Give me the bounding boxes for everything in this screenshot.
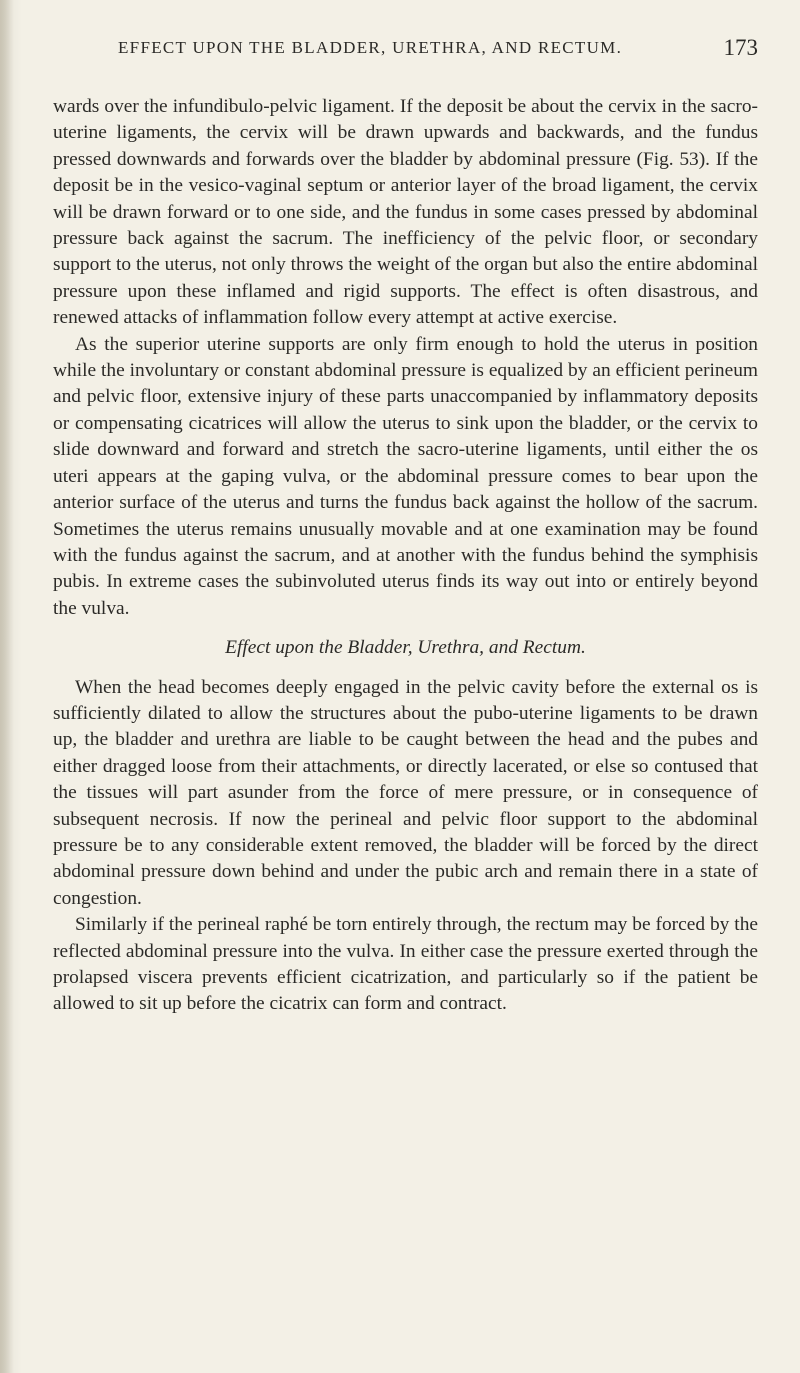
section-heading: Effect upon the Bladder, Urethra, and Rectum. xyxy=(225,637,586,659)
paragraph-continued: wards over the infundibulo-pelvic ligament. If the deposit be about the cervix in the sacro-uterine ligaments, the cervix will be drawn upwards and backwards, and the fundus pressed downwards and forwards over the bladder by abdominal pressure (Fig. 53). If the deposit be in the vesico-vaginal septum or anterior layer of the broad ligament, the cervix will be drawn forward or to one side, and the fundus in some cases pressed by abdominal pressure back against the sacrum. The inefficiency of the pelvic floor, or secondary support to the uterus, not only throws the weight of the organ but also the entire abdominal pressure upon these inflamed and rigid supports. The effect is often disastrous, and renewed attacks of inflammation follow every attempt at active exercise. xyxy=(53,96,758,329)
paragraph-perineal-raphe: Similarly if the perineal raphé be torn entirely through, the rectum may be forced by the reflected abdominal pressure into the vulva. In either case the pressure exerted through the prolapsed viscera prevents efficient cicatrization, and particularly so if the patient be allowed to sit up before the cicatrix can form and contract. xyxy=(53,914,758,1015)
running-title: EFFECT UPON THE BLADDER, URETHRA, AND RECTUM. xyxy=(118,38,623,57)
paragraph-head-engaged: When the head becomes deeply engaged in the pelvic cavity before the external os is sufficiently dilated to allow the structures about the pubo-uterine ligaments to be drawn up, the bladder and urethra are liable to be caught between the head and the pubes and either dragged loose from their attachments, or directly lacerated, or else so contused that the tissues will part asunder from the force of mere pressure, or in consequence of subsequent necrosis. If now the perineal and pelvic floor support to the abdominal pressure be to any considerable extent removed, the bladder will be forced by the direct abdominal pressure down behind and under the pubic arch and remain there in a state of congestion. xyxy=(53,676,758,909)
running-head xyxy=(118,35,758,68)
paragraph-superior-supports: As the superior uterine supports are only firm enough to hold the uterus in position while the involuntary or constant abdominal pressure is equalized by an efficient perineum and pelvic floor, extensive injury of these parts unaccompanied by inflammatory deposits or compensating cicatrices will allow the uterus to sink upon the bladder, or the cervix to slide downward and forward and stretch the sacro-uterine ligaments, until either the os uteri appears at the gaping vulva, or the abdominal pressure comes to bear upon the anterior surface of the uterus and turns the fundus back against the hollow of the sacrum. Sometimes the uterus remains unusually movable and at one examination may be found with the fundus against the sacrum, and at another with the fundus behind the symphisis pubis. In extreme cases the subinvoluted uterus finds its way out into or entirely beyond the vulva. xyxy=(53,333,758,619)
body-text xyxy=(53,94,758,1018)
page-binding-shadow xyxy=(0,0,14,1373)
page-number: 173 xyxy=(723,35,758,60)
